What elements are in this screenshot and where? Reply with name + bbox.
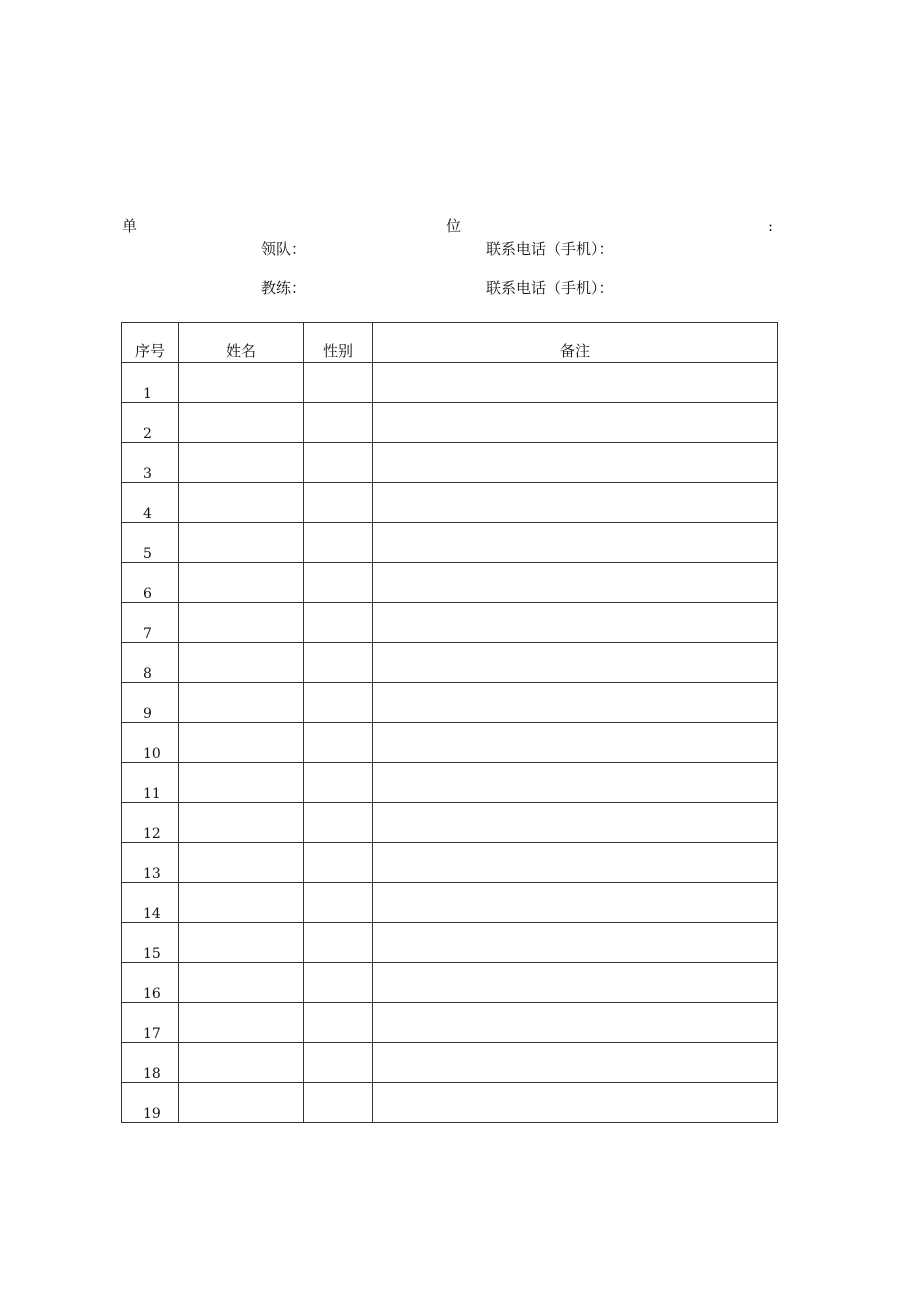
name-cell[interactable] bbox=[179, 403, 304, 443]
name-cell[interactable] bbox=[179, 483, 304, 523]
unit-label-char-1: 单 bbox=[122, 217, 138, 235]
gender-cell[interactable] bbox=[304, 1003, 373, 1043]
row-number-cell bbox=[122, 803, 179, 843]
coach-label: 教练： bbox=[261, 279, 307, 297]
table-row bbox=[122, 1043, 778, 1083]
row-number-cell bbox=[122, 1003, 179, 1043]
remarks-cell[interactable] bbox=[373, 843, 778, 883]
remarks-cell[interactable] bbox=[373, 1083, 778, 1123]
table-row bbox=[122, 883, 778, 923]
row-number-cell bbox=[122, 403, 179, 443]
row-number-cell bbox=[122, 723, 179, 763]
gender-cell[interactable] bbox=[304, 443, 373, 483]
table-row bbox=[122, 923, 778, 963]
row-number: 18 bbox=[143, 1066, 161, 1082]
name-cell[interactable] bbox=[179, 683, 304, 723]
row-number: 11 bbox=[143, 786, 161, 802]
table-row bbox=[122, 363, 778, 403]
remarks-cell[interactable] bbox=[373, 483, 778, 523]
gender-cell[interactable] bbox=[304, 723, 373, 763]
table-row bbox=[122, 443, 778, 483]
gender-cell[interactable] bbox=[304, 403, 373, 443]
name-cell[interactable] bbox=[179, 363, 304, 403]
remarks-cell[interactable] bbox=[373, 523, 778, 563]
row-number: 9 bbox=[143, 706, 152, 722]
row-number: 8 bbox=[143, 666, 152, 682]
row-number-cell bbox=[122, 643, 179, 683]
table-row bbox=[122, 483, 778, 523]
name-cell[interactable] bbox=[179, 963, 304, 1003]
gender-cell[interactable] bbox=[304, 763, 373, 803]
remarks-cell[interactable] bbox=[373, 603, 778, 643]
remarks-cell[interactable] bbox=[373, 363, 778, 403]
unit-label-char-2: 位 bbox=[446, 217, 462, 235]
remarks-cell[interactable] bbox=[373, 403, 778, 443]
remarks-cell[interactable] bbox=[373, 1043, 778, 1083]
table-row bbox=[122, 523, 778, 563]
roster-table bbox=[121, 322, 778, 1123]
unit-label-colon: : bbox=[768, 217, 774, 235]
row-number-cell bbox=[122, 923, 179, 963]
gender-cell[interactable] bbox=[304, 643, 373, 683]
row-number: 14 bbox=[143, 906, 161, 922]
table-row bbox=[122, 803, 778, 843]
table-row bbox=[122, 723, 778, 763]
row-number: 2 bbox=[143, 426, 152, 442]
gender-cell[interactable] bbox=[304, 523, 373, 563]
gender-cell[interactable] bbox=[304, 1083, 373, 1123]
row-number-cell bbox=[122, 963, 179, 1003]
row-number: 19 bbox=[143, 1106, 161, 1122]
table-row bbox=[122, 1083, 778, 1123]
row-number-cell bbox=[122, 843, 179, 883]
row-number-cell bbox=[122, 683, 179, 723]
name-cell[interactable] bbox=[179, 1003, 304, 1043]
team-leader-phone-label: 联系电话（手机）： bbox=[486, 240, 614, 258]
name-cell[interactable] bbox=[179, 603, 304, 643]
column-header-gender: 性别 bbox=[304, 323, 373, 363]
column-header-number: 序号 bbox=[122, 323, 179, 363]
remarks-cell[interactable] bbox=[373, 923, 778, 963]
row-number: 16 bbox=[143, 986, 161, 1002]
gender-cell[interactable] bbox=[304, 363, 373, 403]
table-row bbox=[122, 603, 778, 643]
row-number-cell bbox=[122, 1043, 179, 1083]
table-row bbox=[122, 403, 778, 443]
row-number: 12 bbox=[143, 826, 161, 842]
coach-phone-label: 联系电话（手机）： bbox=[486, 279, 614, 297]
table-row bbox=[122, 963, 778, 1003]
gender-cell[interactable] bbox=[304, 883, 373, 923]
table-header-row bbox=[122, 323, 778, 363]
table-row bbox=[122, 1003, 778, 1043]
row-number-cell bbox=[122, 1083, 179, 1123]
gender-cell[interactable] bbox=[304, 1043, 373, 1083]
remarks-cell[interactable] bbox=[373, 883, 778, 923]
row-number-cell bbox=[122, 523, 179, 563]
name-cell[interactable] bbox=[179, 883, 304, 923]
row-number-cell bbox=[122, 883, 179, 923]
remarks-cell[interactable] bbox=[373, 563, 778, 603]
remarks-cell[interactable] bbox=[373, 443, 778, 483]
table-row bbox=[122, 763, 778, 803]
name-cell[interactable] bbox=[179, 763, 304, 803]
gender-cell[interactable] bbox=[304, 963, 373, 1003]
gender-cell[interactable] bbox=[304, 843, 373, 883]
row-number: 6 bbox=[143, 586, 152, 602]
gender-cell[interactable] bbox=[304, 483, 373, 523]
row-number-cell bbox=[122, 563, 179, 603]
team-leader-label: 领队： bbox=[261, 240, 307, 258]
gender-cell[interactable] bbox=[304, 563, 373, 603]
remarks-cell[interactable] bbox=[373, 643, 778, 683]
row-number: 3 bbox=[143, 466, 152, 482]
name-cell[interactable] bbox=[179, 643, 304, 683]
column-header-remarks: 备注 bbox=[373, 323, 778, 363]
row-number: 17 bbox=[143, 1026, 161, 1042]
name-cell[interactable] bbox=[179, 923, 304, 963]
row-number: 7 bbox=[143, 626, 152, 642]
row-number-cell bbox=[122, 363, 179, 403]
gender-cell[interactable] bbox=[304, 603, 373, 643]
row-number: 10 bbox=[143, 746, 161, 762]
row-number: 15 bbox=[143, 946, 161, 962]
name-cell[interactable] bbox=[179, 723, 304, 763]
row-number-cell bbox=[122, 483, 179, 523]
row-number-cell bbox=[122, 603, 179, 643]
name-cell[interactable] bbox=[179, 443, 304, 483]
row-number: 1 bbox=[143, 386, 152, 402]
name-cell[interactable] bbox=[179, 563, 304, 603]
remarks-cell[interactable] bbox=[373, 803, 778, 843]
name-cell[interactable] bbox=[179, 523, 304, 563]
column-header-name: 姓名 bbox=[179, 323, 304, 363]
gender-cell[interactable] bbox=[304, 803, 373, 843]
name-cell[interactable] bbox=[179, 803, 304, 843]
remarks-cell[interactable] bbox=[373, 963, 778, 1003]
remarks-cell[interactable] bbox=[373, 763, 778, 803]
table-row bbox=[122, 843, 778, 883]
remarks-cell[interactable] bbox=[373, 683, 778, 723]
name-cell[interactable] bbox=[179, 843, 304, 883]
gender-cell[interactable] bbox=[304, 683, 373, 723]
row-number: 13 bbox=[143, 866, 161, 882]
row-number-cell bbox=[122, 763, 179, 803]
gender-cell[interactable] bbox=[304, 923, 373, 963]
row-number-cell bbox=[122, 443, 179, 483]
name-cell[interactable] bbox=[179, 1083, 304, 1123]
remarks-cell[interactable] bbox=[373, 723, 778, 763]
table-row bbox=[122, 683, 778, 723]
name-cell[interactable] bbox=[179, 1043, 304, 1083]
row-number: 4 bbox=[143, 506, 152, 522]
table-row bbox=[122, 643, 778, 683]
table-row bbox=[122, 563, 778, 603]
row-number: 5 bbox=[143, 546, 152, 562]
remarks-cell[interactable] bbox=[373, 1003, 778, 1043]
